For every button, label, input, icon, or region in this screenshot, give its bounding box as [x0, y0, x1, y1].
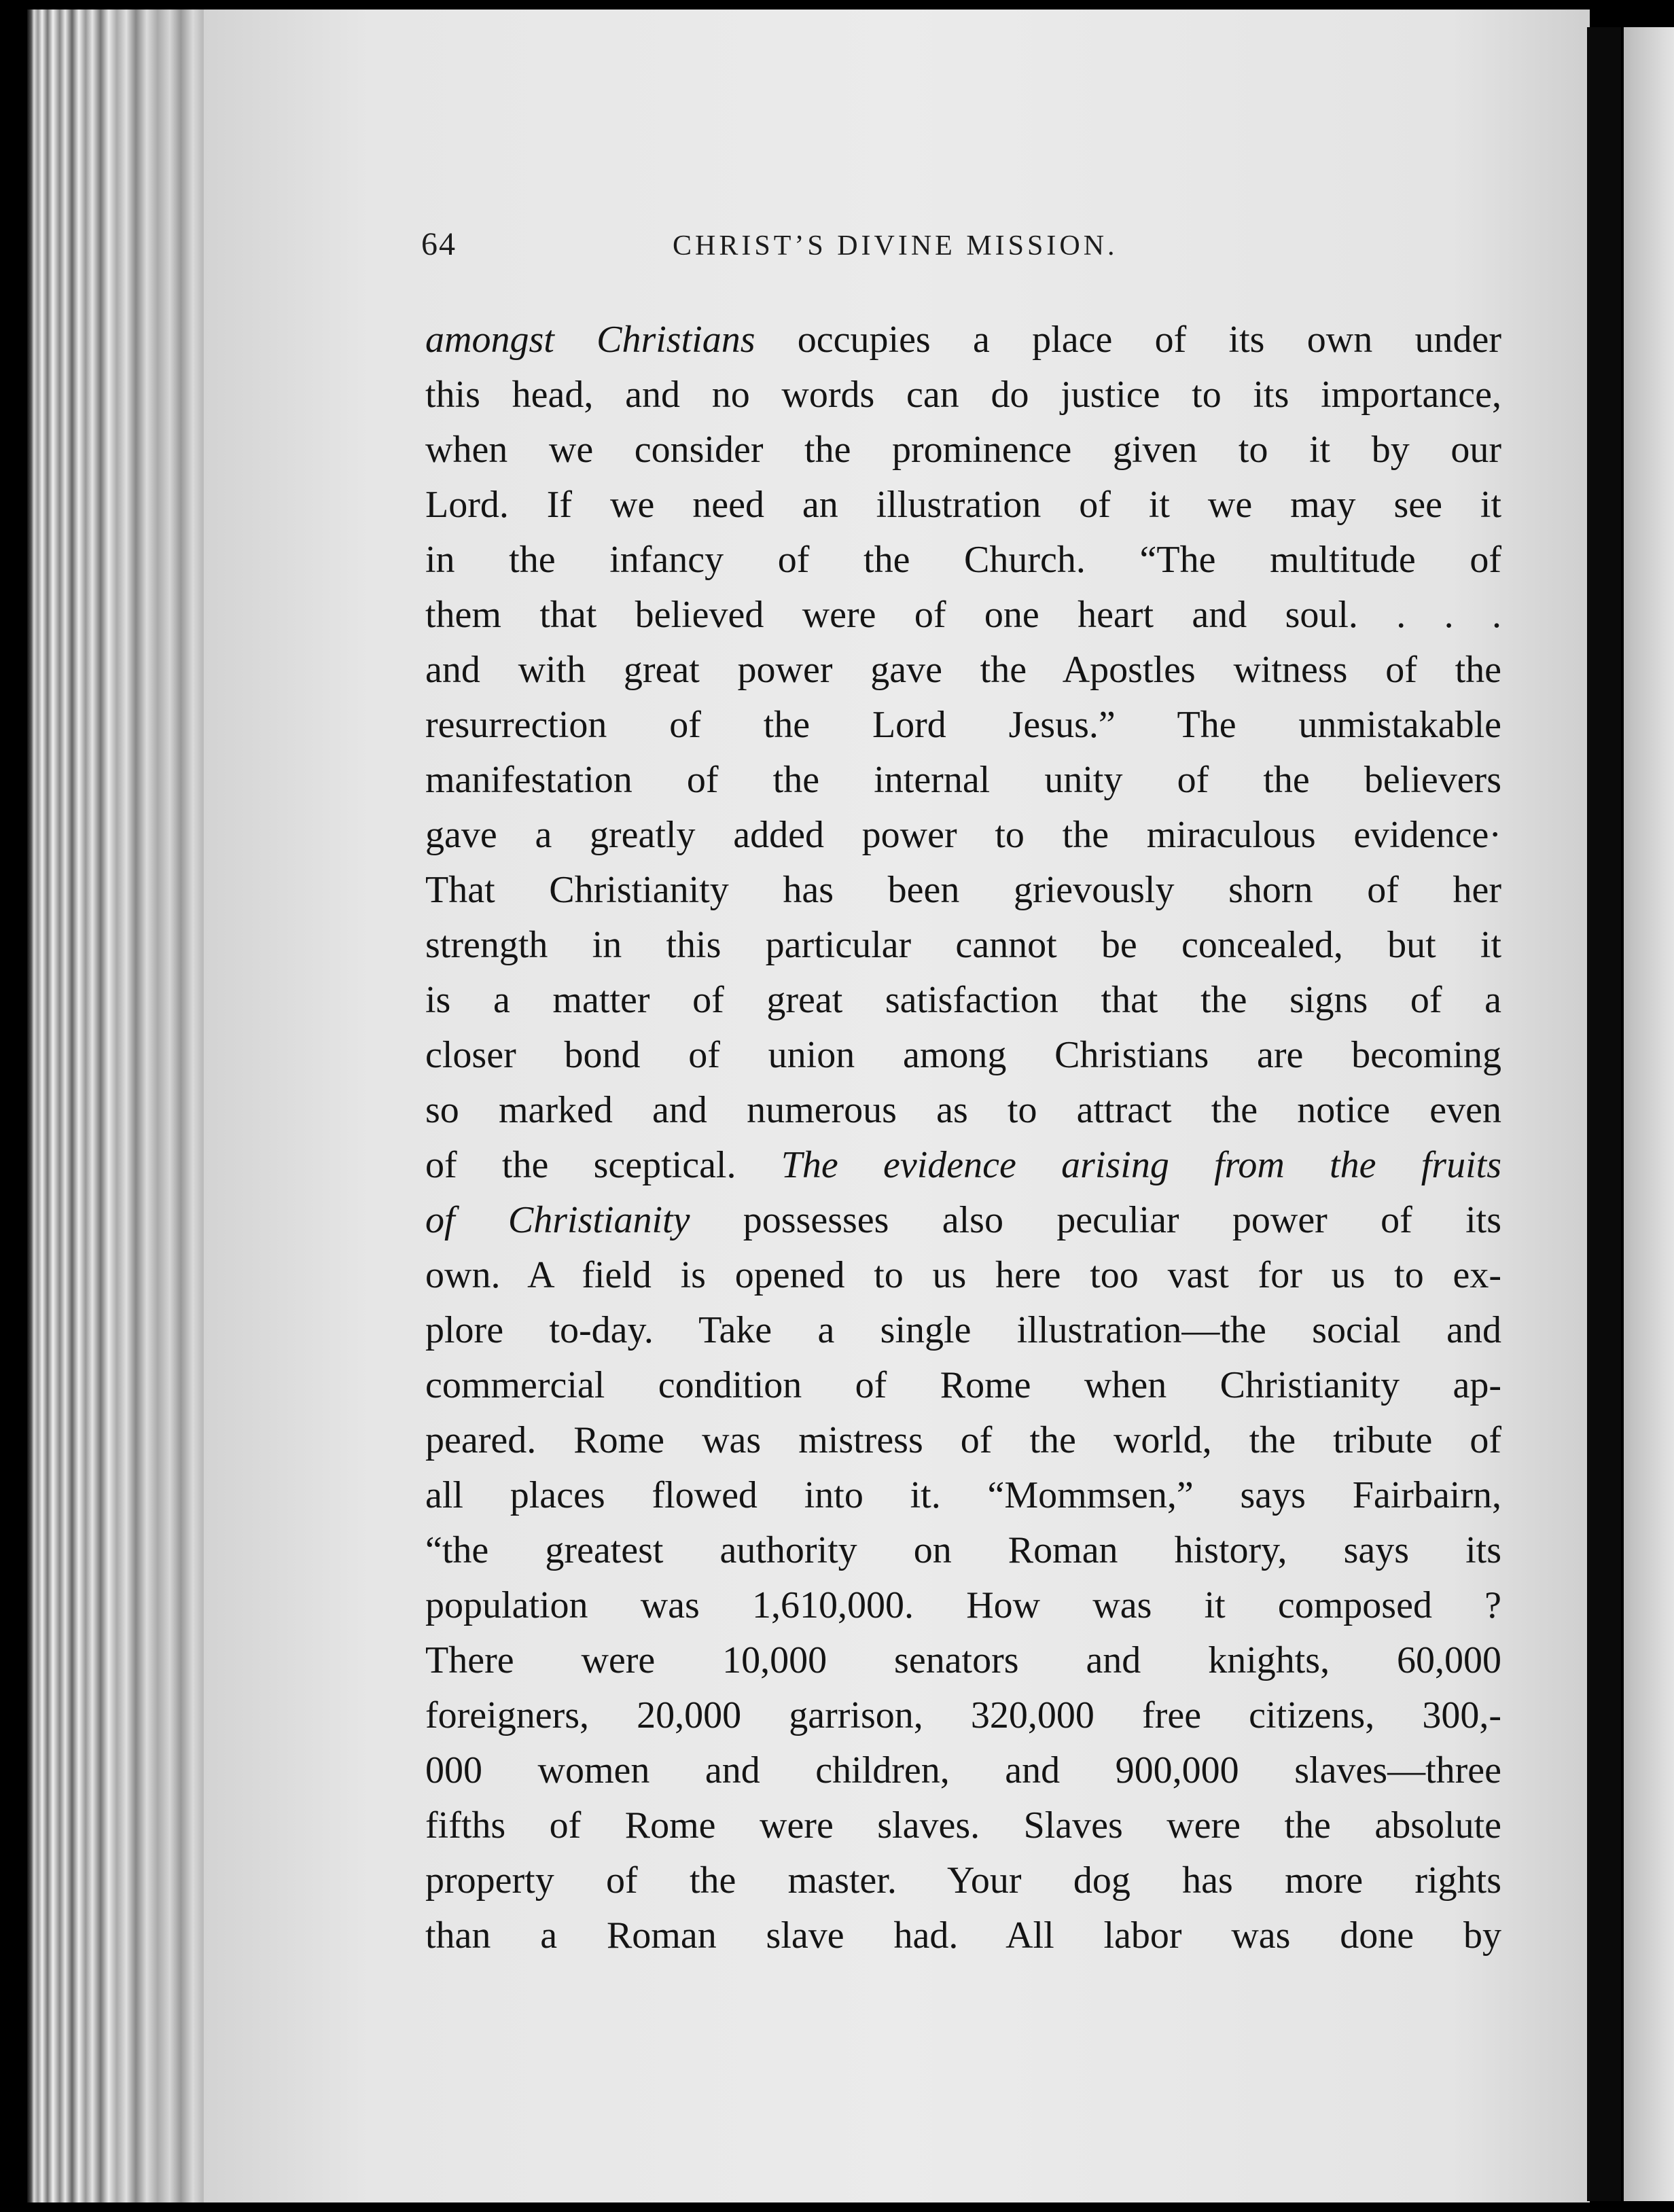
text-line: so marked and numerous as to attract the notice even: [425, 1089, 1501, 1131]
text-line: gave a greatly added power to the miraculous evidence·: [425, 814, 1501, 856]
italic-phrase: amongst Christians: [425, 319, 755, 361]
text-line: closer bond of union among Christians are becoming: [425, 1034, 1501, 1076]
text-line: There were 10,000 senators and knights, 60,000: [425, 1639, 1501, 1681]
text-line: is a matter of great satisfaction that the signs of a: [425, 979, 1501, 1021]
text-line: own. A field is opened to us here too vast for us to ex-: [425, 1254, 1501, 1296]
text-line: population was 1,610,000. How was it composed ?: [425, 1584, 1501, 1626]
page-number: 64: [421, 226, 457, 262]
text-line: 000 women and children, and 900,000 slaves—three: [425, 1749, 1501, 1791]
text-line: Lord. If we need an illustration of it we may see it: [425, 484, 1501, 526]
line-text: of the sceptical.: [425, 1144, 781, 1186]
text-line: and with great power gave the Apostles witness of the: [425, 649, 1501, 691]
text-line: manifestation of the internal unity of the believers: [425, 759, 1501, 801]
text-line: than a Roman slave had. All labor was done by: [425, 1914, 1501, 1957]
text-line: That Christianity has been grievously shorn of her: [425, 869, 1501, 911]
italic-phrase: of Christianity: [425, 1199, 690, 1241]
body-text: [425, 313, 1501, 1963]
stacked-page-edges: [27, 10, 211, 2202]
text-line: foreigners, 20,000 garrison, 320,000 free citizens, 300,-: [425, 1694, 1501, 1736]
text-line: this head, and no words can do justice to its importance,: [425, 374, 1501, 416]
text-line: plore to-day. Take a single illustration—the social and: [425, 1309, 1501, 1351]
text-line: strength in this particular cannot be concealed, but it: [425, 924, 1501, 966]
line-text: occupies a place of its own under: [755, 319, 1501, 361]
line-text: possesses also peculiar power of its: [690, 1199, 1501, 1241]
italic-phrase: The evidence arising from the fruits: [781, 1144, 1501, 1186]
text-line: peared. Rome was mistress of the world, the tribute of: [425, 1419, 1501, 1461]
text-line: resurrection of the Lord Jesus.” The unmistakable: [425, 704, 1501, 746]
text-line: them that believed were of one heart and soul. . . .: [425, 594, 1501, 636]
text-line: when we consider the prominence given to it by our: [425, 429, 1501, 471]
text-line: [425, 313, 1501, 368]
running-head: CHRIST’S DIVINE MISSION.: [673, 230, 1118, 262]
facing-page-edge: [1624, 27, 1674, 2201]
text-line: [425, 1138, 1501, 1193]
text-line: fifths of Rome were slaves. Slaves were the absolute: [425, 1804, 1501, 1847]
text-line: all places flowed into it. “Mommsen,” says Fairbairn,: [425, 1474, 1501, 1516]
text-line: property of the master. Your dog has more rights: [425, 1859, 1501, 1902]
text-line: in the infancy of the Church. “The multitude of: [425, 539, 1501, 581]
text-line: “the greatest authority on Roman history, says its: [425, 1529, 1501, 1571]
text-line: [425, 1193, 1501, 1248]
gutter-shadow: [1587, 27, 1621, 2201]
text-line: commercial condition of Rome when Christianity ap-: [425, 1364, 1501, 1406]
page-header: [421, 226, 1223, 273]
